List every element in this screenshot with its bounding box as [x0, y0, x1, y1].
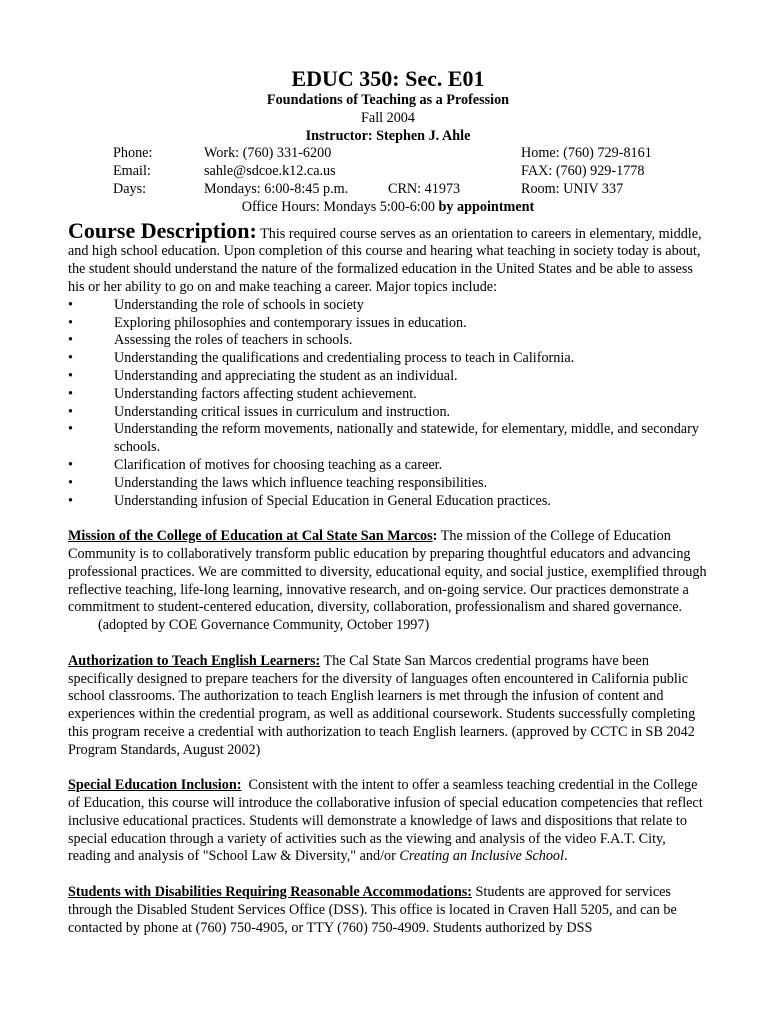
topic-item	[68, 315, 708, 333]
days-row	[68, 181, 708, 199]
bullet-icon: •	[68, 367, 73, 384]
topic-item	[68, 368, 708, 386]
crn-number: CRN: 41973	[388, 180, 461, 197]
topic-item	[68, 297, 708, 315]
email-row	[68, 163, 708, 181]
bullet-icon: •	[68, 474, 73, 491]
course-title: EDUC 350: Sec. E01	[291, 66, 485, 91]
disabilities-section	[68, 884, 708, 937]
disabilities-heading: Students with Disabilities Requiring Reasonable Accommodations:	[68, 884, 472, 901]
course-description-text: This required course serves as an orientation to careers in elementary, middle, and high school education. Upon completion of this course and hearing what teaching in society today is about, the student should understand the nature of the formalized education in the United States and be able to assess his or her ability to go on and make teaching a career. Major topics include:	[68, 225, 702, 295]
class-days: Mondays: 6:00-8:45 p.m.	[204, 180, 349, 197]
email-label: Email:	[113, 163, 151, 180]
bullet-icon: •	[68, 296, 73, 313]
topic-text: Understanding the reform movements, nationally and statewide, for elementary, middle, and secondary schools.	[114, 421, 699, 456]
topic-text: Understanding factors affecting student achievement.	[114, 385, 417, 402]
mission-note: (adopted by COE Governance Community, October 1997)	[98, 617, 430, 634]
topic-item	[68, 421, 708, 457]
topic-item	[68, 350, 708, 368]
days-label: Days:	[113, 180, 147, 197]
room-number: Room: UNIV 337	[521, 180, 624, 197]
bullet-icon: •	[68, 314, 73, 331]
topic-text: Understanding the laws which influence teaching responsibilities.	[114, 474, 488, 491]
special-ed-end: .	[563, 848, 568, 865]
special-ed-section	[68, 777, 708, 866]
topic-text: Assessing the roles of teachers in schools.	[114, 332, 353, 349]
office-hours-text: Office Hours: Mondays 5:00-6:00	[241, 198, 435, 215]
english-learners-heading: Authorization to Teach English Learners:	[68, 652, 321, 669]
topic-text: Understanding the role of schools in society	[114, 296, 364, 313]
topics-list	[68, 297, 708, 511]
email-address: sahle@sdcoe.k12.ca.us	[204, 163, 336, 180]
bullet-icon: •	[68, 385, 73, 402]
office-hours	[68, 199, 708, 217]
topic-text: Understanding and appreciating the student as an individual.	[114, 367, 458, 384]
course-description-heading: Course Description:	[68, 217, 257, 243]
topic-item	[68, 332, 708, 350]
mission-colon: :	[432, 528, 438, 545]
mission-section	[68, 528, 708, 635]
topic-item	[68, 386, 708, 404]
topic-item	[68, 493, 708, 511]
course-term: Fall 2004	[361, 109, 415, 126]
phone-label: Phone:	[113, 145, 153, 162]
topic-text: Understanding infusion of Special Education in General Education practices.	[114, 492, 551, 509]
bullet-icon: •	[68, 350, 73, 367]
course-description	[68, 217, 708, 297]
special-ed-heading: Special Education Inclusion:	[68, 777, 242, 794]
topic-text: Clarification of motives for choosing teaching as a career.	[114, 456, 443, 473]
mission-heading: Mission of the College of Education at Cal State San Marcos	[68, 528, 433, 545]
bullet-icon: •	[68, 403, 73, 420]
bullet-icon: •	[68, 332, 73, 349]
english-learners-text: The Cal State San Marcos credential programs have been specifically designed to prepare teachers for the diversity of languages often encountered in California public school classrooms. The authorization to teach English learners is met through the infusion of content and experiences within the credential program, as well as additional coursework. Students successfully completing this program receive a credential with authorization to teach English learners. (approved by CCTC in SB 2042 Program Standards, August 2002)	[68, 652, 696, 758]
instructor-name: Instructor: Stephen J. Ahle	[305, 127, 471, 144]
topic-text: Exploring philosophies and contemporary issues in education.	[114, 314, 467, 331]
topic-text: Understanding the qualifications and credentialing process to teach in California.	[114, 350, 575, 367]
syllabus-page	[68, 66, 708, 937]
bullet-icon: •	[68, 421, 73, 438]
bullet-icon: •	[68, 456, 73, 473]
topic-item	[68, 404, 708, 422]
special-ed-italic: Creating an Inclusive School	[399, 848, 564, 865]
mission-text: The mission of the College of Education Community is to collaboratively transform public education by preparing thoughtful educators and advancing professional practices. We are committed to diversity, educational equity, and social justice, exemplified through reflective teaching, life-long learning, innovative research, and on-going service. Our practices demonstrate a commitment to student-centered education, diversity, collaboration, professionalism and shared governance.	[68, 528, 707, 616]
topic-item	[68, 457, 708, 475]
disabilities-text: Students are approved for services through the Disabled Student Services Office (DSS). This office is located in Craven Hall 5205, and can be contacted by phone at (760) 750-4905, or TTY (760) 750-4909. Students authorized by DSS	[68, 884, 677, 936]
topic-item	[68, 475, 708, 493]
home-phone: Home: (760) 729-8161	[521, 145, 652, 162]
phone-row	[68, 145, 708, 163]
office-hours-appointment: by appointment	[438, 198, 535, 215]
bullet-icon: •	[68, 492, 73, 509]
work-phone: Work: (760) 331-6200	[204, 145, 332, 162]
special-ed-text: Consistent with the intent to offer a seamless teaching credential in the College of Education, this course will introduce the collaborative infusion of special education competencies that reflect inclusive educational practices. Students will demonstrate a knowledge of laws and dispositions that relate to special education through a variety of activities such as the viewing and analysis of the video F.A.T. City, reading and analysis of "School Law & Diversity," and/or	[68, 777, 703, 865]
english-learners-section	[68, 653, 708, 760]
course-subtitle: Foundations of Teaching as a Profession	[266, 92, 510, 108]
topic-text: Understanding critical issues in curriculum and instruction.	[114, 403, 451, 420]
fax-number: FAX: (760) 929-1778	[521, 163, 645, 180]
